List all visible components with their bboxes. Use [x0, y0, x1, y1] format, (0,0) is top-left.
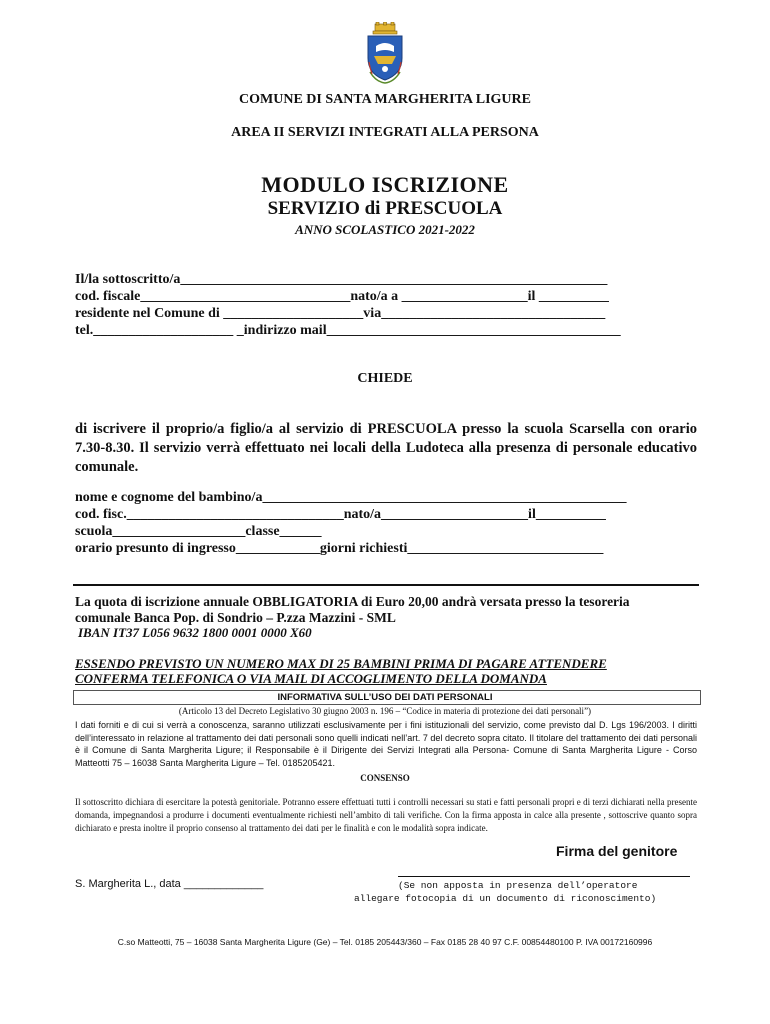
- service-title: SERVIZIO di PRESCUOLA: [267, 198, 503, 219]
- applicant-contact-field[interactable]: tel.____________________ _indirizzo mail__________________________________________: [75, 323, 621, 338]
- consent-body: Il sottoscritto dichiara di esercitare la potestà genitoriale. Potranno essere effettuati tutti i controlli necessari su stati e fatti personali propri e di terzi dichiarati nella presente domanda, impegnandosi a produrre i documenti eventualmente richiesti nell’ambito di tali verifiche. Con la firma apposta in calce alla presente , sottoscrive quanto sopra dichiarato e presta inoltre il proprio consenso al trattamento dei dati per le finalità e con le modalità sopra indicate.: [75, 797, 697, 833]
- coat-of-arms-icon: [366, 22, 404, 84]
- applicant-fiscal-birth-field[interactable]: cod. fiscale______________________________nato/a a __________________il __________: [75, 289, 609, 304]
- request-text: di iscrivere il proprio/a figlio/a al servizio di PRESCUOLA presso la scuola Scarsella con orario 7.30-8.30. Il servizio verrà effettuato nei locali della Ludoteca alla presenza di personale educativo comunale.: [75, 421, 697, 475]
- fee-divider: [73, 584, 699, 586]
- signature-label: Firma del genitore: [556, 843, 678, 859]
- area-heading: AREA II SERVIZI INTEGRATI ALLA PERSONA: [231, 125, 539, 140]
- privacy-title: INFORMATIVA SULL’USO DEI DATI PERSONALI: [277, 692, 493, 703]
- applicant-name-field[interactable]: Il/la sottoscritto/a_____________________________________________________________: [75, 272, 608, 287]
- signature-note-2: allegare fotocopia di un documento di riconoscimento): [354, 893, 657, 904]
- applicant-residence-field[interactable]: residente nel Comune di ____________________via________________________________: [75, 306, 606, 321]
- comune-heading: COMUNE DI SANTA MARGHERITA LIGURE: [239, 92, 531, 107]
- notice-line-2: CONFERMA TELEFONICA O VIA MAIL DI ACCOGLIMENTO DELLA DOMANDA: [75, 671, 547, 686]
- child-fiscal-birth-field[interactable]: cod. fisc._______________________________nato/a_____________________il__________: [75, 507, 606, 522]
- place-date-field[interactable]: S. Margherita L., data _____________: [75, 878, 264, 890]
- child-school-class-field[interactable]: scuola___________________classe______: [75, 524, 322, 539]
- form-title: MODULO ISCRIZIONE: [261, 172, 509, 197]
- school-year: ANNO SCOLASTICO 2021-2022: [295, 222, 475, 237]
- fee-line-1: La quota di iscrizione annuale OBBLIGATORIA di Euro 20,00 andrà versata presso la tesoreria: [75, 594, 630, 609]
- privacy-body: I dati forniti e di cui si verrà a conoscenza, saranno utilizzati esclusivamente per i fini istituzionali del servizio, come previsto dal D. Lgs 196/2003. I diritti dell’interessato in relazione al trattamento dei dati personali sono quelli indicati nell’art. 7 del decreto sopra citato. Il titolare del trattamento dei dati personali è il Comune di Santa Margherita Ligure; il Responsabile è il Dirigente dei Servizi Integrati alla Persona- Comune di Santa Margherita Ligure - Corso Matteotti 75 – 16038 Santa Margherita Ligure – Tel. 0185205421.: [75, 720, 697, 768]
- footer-address: C.so Matteotti, 75 – 16038 Santa Margherita Ligure (Ge) – Tel. 0185 205443/360 – Fax 0185 28 40 97 C.F. 00854480100 P. IVA 00172160996: [117, 937, 653, 947]
- iban-text: IBAN IT37 L056 9632 1800 0001 0000 X60: [78, 625, 312, 640]
- chiede-heading: CHIEDE: [357, 371, 413, 386]
- child-schedule-field[interactable]: orario presunto di ingresso____________giorni richiesti____________________________: [75, 541, 604, 556]
- consent-title: CONSENSO: [360, 773, 410, 783]
- privacy-subtitle: (Articolo 13 del Decreto Legislativo 30 giugno 2003 n. 196 – “Codice in materia di protezione dei dati personali”): [178, 706, 592, 716]
- child-name-field[interactable]: nome e cognome del bambino/a____________________________________________________: [75, 490, 627, 505]
- signature-note-1: (Se non apposta in presenza dell’operatore: [398, 880, 638, 891]
- signature-line[interactable]: [398, 876, 690, 877]
- fee-line-2: comunale Banca Pop. di Sondrio – P.zza Mazzini - SML: [75, 610, 396, 625]
- notice-line-1: ESSENDO PREVISTO UN NUMERO MAX DI 25 BAMBINI PRIMA DI PAGARE ATTENDERE: [75, 656, 607, 671]
